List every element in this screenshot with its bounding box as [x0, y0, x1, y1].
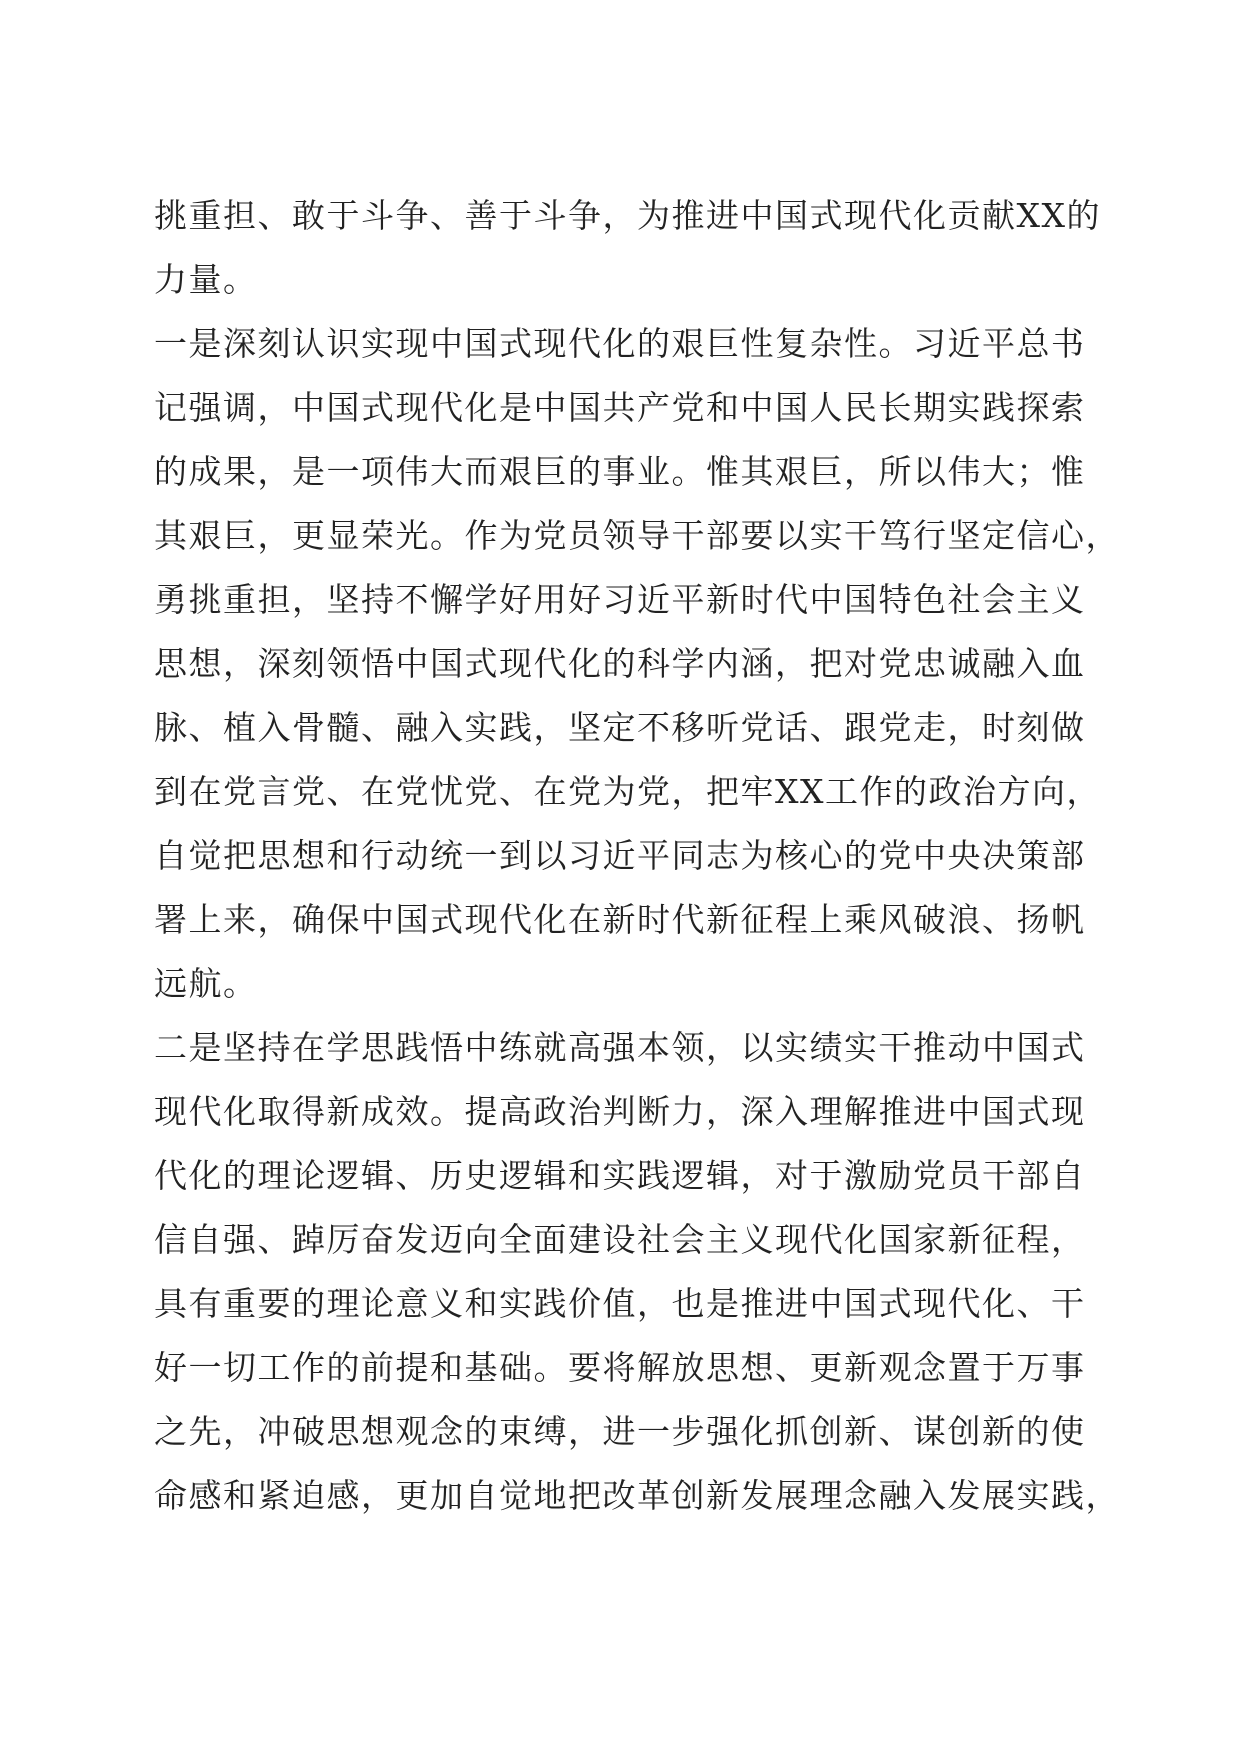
paragraph-point-one [154, 312, 1120, 1016]
text-line: 力量。 [154, 260, 258, 299]
text-line: 命感和紧迫感，更加自觉地把改革创新发展理念融入发展实践， [154, 1476, 1120, 1515]
text-line: 思想，深刻领悟中国式现代化的科学内涵，把对党忠诚融入血 [154, 644, 1086, 683]
text-line: 挑重担、敢于斗争、善于斗争，为推进中国式现代化贡献XX的 [154, 196, 1101, 235]
text-line: 署上来，确保中国式现代化在新时代新征程上乘风破浪、扬帆 [154, 900, 1086, 939]
text-line: 好一切工作的前提和基础。要将解放思想、更新观念置于万事 [154, 1348, 1086, 1387]
text-line: 自觉把思想和行动统一到以习近平同志为核心的党中央决策部 [154, 836, 1086, 875]
paragraph-point-two [154, 1016, 1120, 1528]
text-line: 其艰巨，更显荣光。作为党员领导干部要以实干笃行坚定信心， [154, 516, 1120, 555]
text-line: 到在党言党、在党忧党、在党为党，把牢XX工作的政治方向， [154, 772, 1101, 811]
text-line: 的成果，是一项伟大而艰巨的事业。惟其艰巨，所以伟大；惟 [154, 452, 1086, 491]
text-line: 记强调，中国式现代化是中国共产党和中国人民长期实践探索 [154, 388, 1086, 427]
text-line: 代化的理论逻辑、历史逻辑和实践逻辑，对于激励党员干部自 [154, 1156, 1086, 1195]
paragraph-continuation [154, 184, 1101, 312]
text-line: 脉、植入骨髓、融入实践，坚定不移听党话、跟党走，时刻做 [154, 708, 1086, 747]
text-line: 勇挑重担，坚持不懈学好用好习近平新时代中国特色社会主义 [154, 580, 1086, 619]
text-line: 一是深刻认识实现中国式现代化的艰巨性复杂性。习近平总书 [154, 324, 1086, 363]
text-line: 二是坚持在学思践悟中练就高强本领，以实绩实干推动中国式 [154, 1028, 1086, 1067]
text-line: 信自强、踔厉奋发迈向全面建设社会主义现代化国家新征程， [154, 1220, 1086, 1259]
text-line: 具有重要的理论意义和实践价值，也是推进中国式现代化、干 [154, 1284, 1086, 1323]
text-line: 现代化取得新成效。提高政治判断力，深入理解推进中国式现 [154, 1092, 1086, 1131]
text-line: 远航。 [154, 964, 258, 1003]
text-line: 之先，冲破思想观念的束缚，进一步强化抓创新、谋创新的使 [154, 1412, 1086, 1451]
document-body [154, 184, 1120, 1528]
